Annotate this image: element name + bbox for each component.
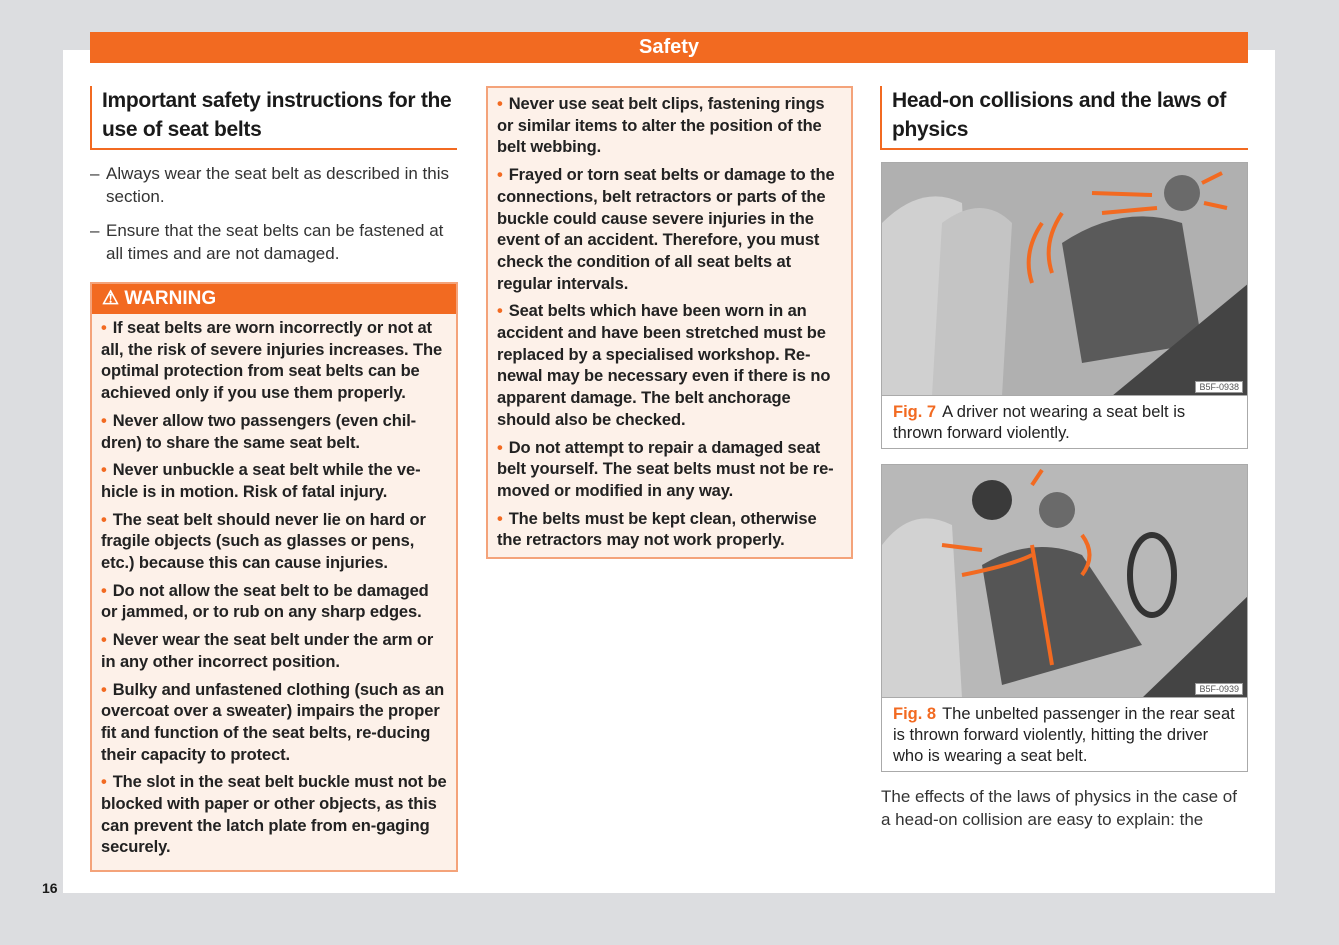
figure-8-illustration — [882, 465, 1247, 698]
page-number: 16 — [42, 880, 58, 896]
step-1: – Always wear the seat belt as described in this section. — [90, 162, 457, 208]
bullet-item — [101, 318, 447, 405]
bullet-text: The seat belt should never lie on hard or fragile objects (such as glasses or pens, etc.) because this can cause injuries. — [101, 510, 426, 573]
bullet-text: Do not attempt to repair a damaged seat belt yourself. The seat belts must not be re-moved or modified in any way. — [497, 438, 834, 500]
bullet-item — [101, 581, 447, 624]
warning-header — [92, 284, 456, 314]
continued-warning-box — [486, 86, 853, 559]
body-paragraph: The effects of the laws of physics in the case of a head-on collision are easy to explain: the — [881, 787, 1237, 829]
section-header: Safety — [90, 32, 1248, 63]
bullet-item — [101, 460, 447, 503]
bullet-icon: • — [497, 438, 503, 457]
figure-code: B5F-0938 — [1195, 381, 1243, 393]
bullet-icon: • — [497, 95, 503, 113]
bullet-icon: • — [497, 166, 503, 185]
bullet-text: If seat belts are worn incorrectly or not at all, the risk of severe injuries increases. The optimal protection from seat belts can be achieved only if you use them properly. — [101, 319, 443, 403]
bullet-text: Never wear the seat belt under the arm or in any other incorrect position. — [101, 631, 434, 671]
bullet-item — [101, 411, 447, 454]
figure-8 — [881, 464, 1248, 772]
bullet-item — [101, 772, 447, 859]
bullet-icon: • — [101, 411, 107, 430]
right-heading: Head-on collisions and the laws of physics — [880, 86, 1248, 150]
warning-title: WARNING — [124, 288, 217, 309]
figure-7-illustration — [882, 163, 1247, 396]
bullet-icon: • — [101, 581, 107, 600]
bullet-text: Never allow two passengers (even chil-dren) to share the same seat belt. — [101, 411, 417, 452]
bullet-item — [101, 510, 447, 575]
bullet-text: Seat belts which have been worn in an accident and have been stretched must be replaced by a specialised workshop. Re-newal may be necessary even if there is no apparent damage. The belt anchorage should also be checked. — [497, 302, 831, 429]
bullet-icon: • — [101, 680, 107, 699]
step-2: – Ensure that the seat belts can be fastened at all times and are not damaged. — [90, 219, 457, 265]
bullet-item — [497, 509, 842, 552]
bullet-icon: • — [497, 302, 503, 321]
bullet-item — [497, 301, 842, 431]
bullet-icon: • — [101, 319, 107, 337]
figure-label: Fig. 8 — [893, 705, 937, 723]
bullet-text: Never use seat belt clips, fastening rings or similar items to alter the position of the belt webbing. — [497, 95, 825, 157]
bullet-icon: • — [101, 631, 107, 650]
bullet-icon: • — [101, 510, 107, 529]
figure-label: Fig. 7 — [893, 403, 937, 421]
bullet-icon: • — [101, 773, 107, 792]
figure-caption: The unbelted passenger in the rear seat is thrown forward violently, hitting the driver who is wearing a seat belt. — [893, 705, 1235, 765]
bullet-item — [497, 94, 842, 159]
bullet-text: The belts must be kept clean, otherwise the retractors may not work properly. — [497, 509, 817, 550]
figure-7 — [881, 162, 1248, 449]
bullet-text: Frayed or torn seat belts or damage to the connections, belt retractors or parts of the buckle could cause severe injuries in the event of an accident. Therefore, you must check the condition of all seat belts at regular intervals. — [497, 166, 835, 293]
bullet-item — [497, 438, 842, 503]
figure-caption: A driver not wearing a seat belt is thrown forward violently. — [893, 403, 1186, 442]
bullet-text: The slot in the seat belt buckle must not be blocked with paper or other objects, as this can prevent the latch plate from en-gaging securely. — [101, 773, 447, 857]
bullet-icon: • — [497, 509, 503, 528]
warning-box — [90, 282, 458, 872]
bullet-text: Bulky and unfastened clothing (such as an overcoat over a sweater) impairs the proper fit and function of the seat belts, re-ducing their capacity to protect. — [101, 680, 445, 764]
left-heading: Important safety instructions for the use of seat belts — [90, 86, 457, 150]
bullet-text: Never unbuckle a seat belt while the ve-hicle is in motion. Risk of fatal injury. — [101, 461, 421, 501]
figure-code: B5F-0939 — [1195, 683, 1243, 695]
bullet-item — [101, 680, 447, 767]
warning-triangle-icon: ⚠ — [102, 288, 120, 309]
bullet-text: Do not allow the seat belt to be damaged or jammed, or to rub on any sharp edges. — [101, 581, 429, 622]
bullet-item — [497, 165, 842, 295]
bullet-icon: • — [101, 461, 107, 480]
bullet-item — [101, 630, 447, 673]
